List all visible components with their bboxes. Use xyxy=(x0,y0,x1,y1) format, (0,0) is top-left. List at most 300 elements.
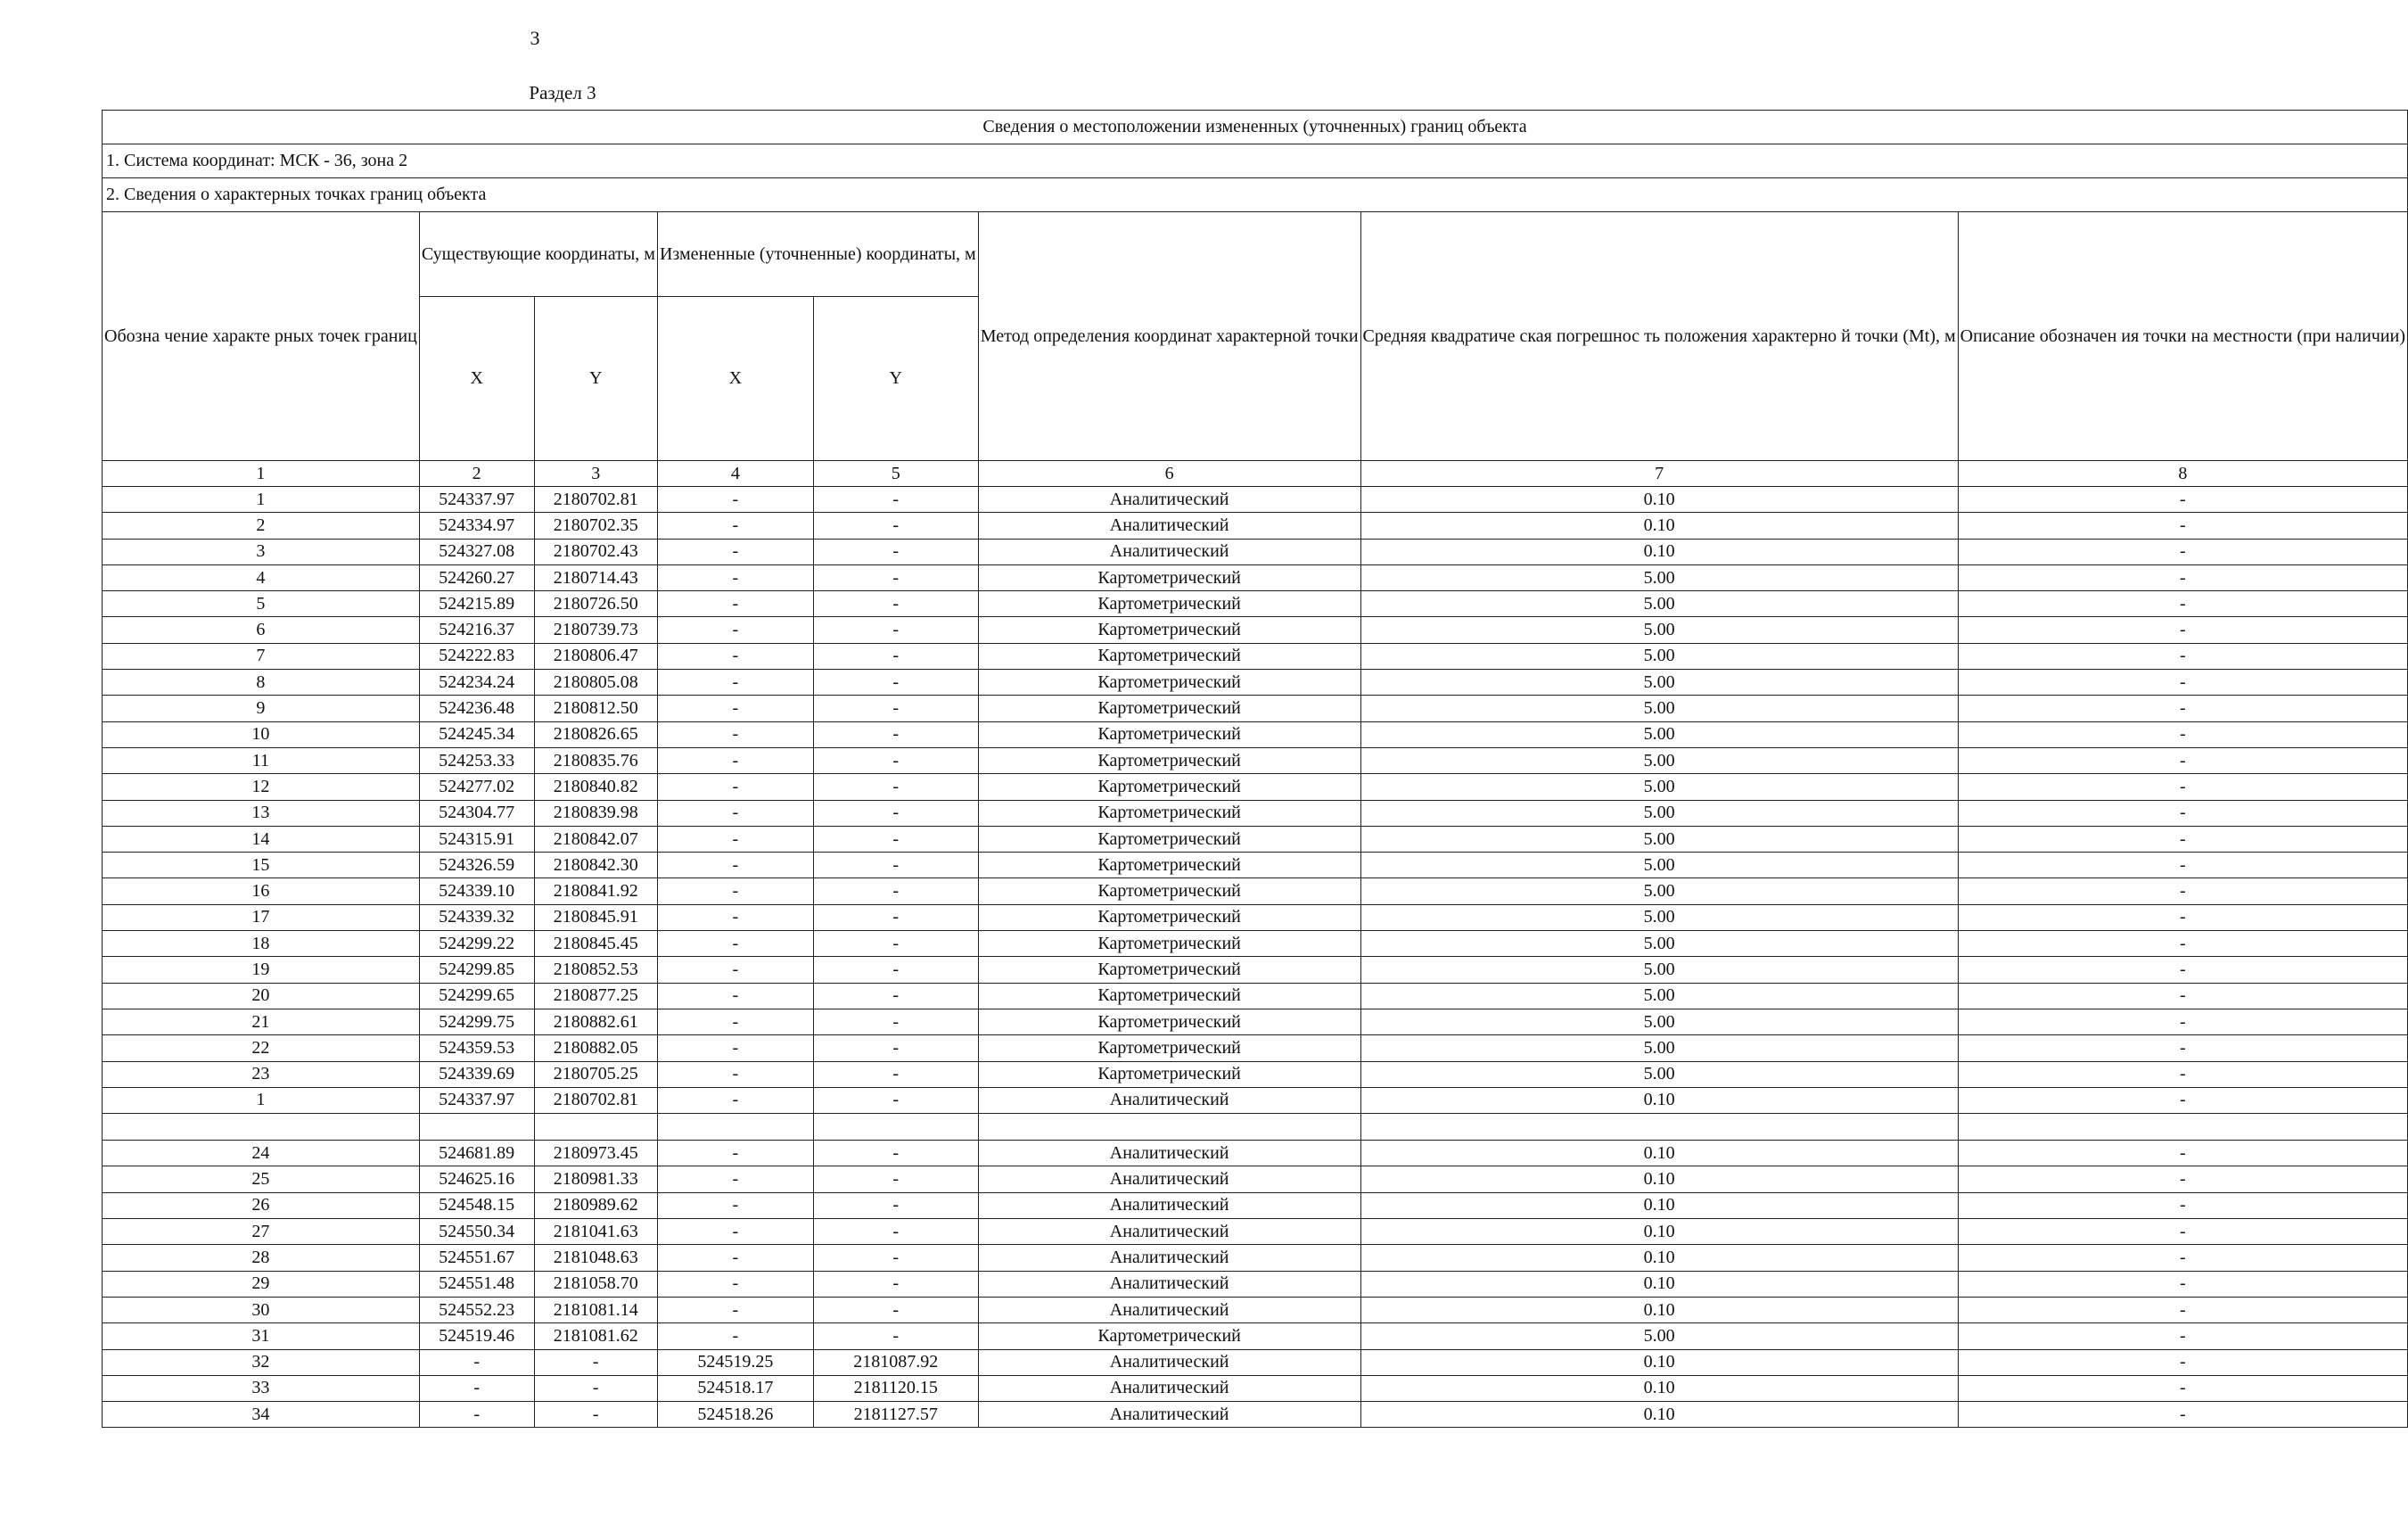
table-row xyxy=(103,1035,2408,1061)
cell-method: Картометрический xyxy=(978,1061,1360,1087)
cell-existing-y: 2180806.47 xyxy=(534,643,657,669)
cell-method: Аналитический xyxy=(978,487,1360,513)
cell-existing-y: 2180726.50 xyxy=(534,591,657,617)
cell-changed-y: - xyxy=(813,1245,978,1271)
cell-description: - xyxy=(1958,1375,2407,1401)
cell-existing-x: 524339.32 xyxy=(419,904,534,930)
cell-point-id: 21 xyxy=(103,1009,420,1034)
cell-mean-error: 0.10 xyxy=(1360,513,1958,539)
cell-existing-y: 2180835.76 xyxy=(534,747,657,773)
cell-mean-error: 5.00 xyxy=(1360,617,1958,643)
cell-changed-x: - xyxy=(657,696,813,721)
cell-existing-x: 524337.97 xyxy=(419,1087,534,1113)
cell-point-id: 2 xyxy=(103,513,420,539)
table-row xyxy=(103,513,2408,539)
cell-changed-x: - xyxy=(657,1245,813,1271)
cell-existing-y xyxy=(534,1114,657,1141)
cell-point-id: 1 xyxy=(103,1087,420,1113)
cell-changed-x: - xyxy=(657,957,813,983)
cell-existing-y: 2180840.82 xyxy=(534,774,657,800)
cell-changed-x: - xyxy=(657,983,813,1009)
cell-method: Картометрический xyxy=(978,747,1360,773)
cell-method: Аналитический xyxy=(978,1297,1360,1322)
cell-mean-error: 0.10 xyxy=(1360,487,1958,513)
cell-description: - xyxy=(1958,1166,2407,1192)
table-row xyxy=(103,1061,2408,1087)
cell-changed-y: - xyxy=(813,1166,978,1192)
table-row xyxy=(103,904,2408,930)
cell-description: - xyxy=(1958,1402,2407,1428)
cell-point-id: 33 xyxy=(103,1375,420,1401)
cell-existing-x: - xyxy=(419,1402,534,1428)
table-row xyxy=(103,539,2408,564)
cell-existing-x: 524304.77 xyxy=(419,800,534,826)
cell-existing-y: 2180739.73 xyxy=(534,617,657,643)
cell-method: Картометрический xyxy=(978,931,1360,957)
cell-description: - xyxy=(1958,1219,2407,1245)
cell-point-id: 25 xyxy=(103,1166,420,1192)
cell-changed-y: - xyxy=(813,1061,978,1087)
cell-description: - xyxy=(1958,878,2407,904)
cell-existing-x: 524245.34 xyxy=(419,721,534,747)
cell-mean-error: 0.10 xyxy=(1360,1402,1958,1428)
cell-existing-x: 524551.67 xyxy=(419,1245,534,1271)
cell-point-id: 17 xyxy=(103,904,420,930)
cell-changed-y: - xyxy=(813,904,978,930)
cell-changed-y: - xyxy=(813,931,978,957)
cell-existing-y: 2180845.45 xyxy=(534,931,657,957)
cell-point-id: 30 xyxy=(103,1297,420,1322)
cell-existing-x: 524222.83 xyxy=(419,643,534,669)
cell-changed-y: - xyxy=(813,670,978,696)
cell-changed-y: - xyxy=(813,643,978,669)
cell-description: - xyxy=(1958,983,2407,1009)
cell-existing-y: - xyxy=(534,1402,657,1428)
table-row xyxy=(103,1375,2408,1401)
cell-mean-error: 5.00 xyxy=(1360,957,1958,983)
cell-point-id: 16 xyxy=(103,878,420,904)
cell-changed-y: - xyxy=(813,1035,978,1061)
table-row xyxy=(103,721,2408,747)
cell-point-id xyxy=(103,1114,420,1141)
cell-mean-error: 5.00 xyxy=(1360,696,1958,721)
cell-method: Картометрический xyxy=(978,643,1360,669)
header-error: Средняя квадратиче ская погрешнос ть положения характерно й точки (Mt), м xyxy=(1360,212,1958,461)
cell-existing-x: 524253.33 xyxy=(419,747,534,773)
cell-changed-y: - xyxy=(813,591,978,617)
table-row xyxy=(103,1192,2408,1218)
header-existing-y: Y xyxy=(534,297,657,461)
cell-changed-y: - xyxy=(813,1141,978,1166)
cell-existing-x: 524277.02 xyxy=(419,774,534,800)
cell-method: Аналитический xyxy=(978,1375,1360,1401)
cell-changed-x: - xyxy=(657,539,813,564)
cell-point-id: 31 xyxy=(103,1323,420,1349)
cell-existing-x: - xyxy=(419,1375,534,1401)
cell-mean-error xyxy=(1360,1114,1958,1141)
cell-method: Картометрический xyxy=(978,670,1360,696)
cell-description: - xyxy=(1958,591,2407,617)
cell-changed-x: - xyxy=(657,670,813,696)
column-number: 1 xyxy=(103,461,420,487)
cell-mean-error: 0.10 xyxy=(1360,1087,1958,1113)
cell-changed-x: - xyxy=(657,1192,813,1218)
cell-changed-y: - xyxy=(813,487,978,513)
cell-existing-x: 524550.34 xyxy=(419,1219,534,1245)
table-row xyxy=(103,1087,2408,1113)
cell-description: - xyxy=(1958,1245,2407,1271)
cell-existing-x: 524216.37 xyxy=(419,617,534,643)
table-row xyxy=(103,591,2408,617)
cell-method: Картометрический xyxy=(978,853,1360,878)
cell-existing-y: 2180705.25 xyxy=(534,1061,657,1087)
header-existing-x: X xyxy=(419,297,534,461)
cell-existing-y: 2180714.43 xyxy=(534,564,657,590)
cell-point-id: 10 xyxy=(103,721,420,747)
cell-point-id: 8 xyxy=(103,670,420,696)
cell-changed-x: - xyxy=(657,1219,813,1245)
cell-existing-y: 2180812.50 xyxy=(534,696,657,721)
cell-mean-error: 0.10 xyxy=(1360,539,1958,564)
cell-method: Аналитический xyxy=(978,1245,1360,1271)
cell-changed-x: - xyxy=(657,747,813,773)
cell-method xyxy=(978,1114,1360,1141)
table-row xyxy=(103,853,2408,878)
cell-existing-x: 524625.16 xyxy=(419,1166,534,1192)
cell-point-id: 11 xyxy=(103,747,420,773)
table-title: Сведения о местоположении измененных (уточненных) границ объекта xyxy=(103,111,2408,144)
cell-changed-y: - xyxy=(813,983,978,1009)
table-row xyxy=(103,1009,2408,1034)
cell-point-id: 18 xyxy=(103,931,420,957)
cell-existing-y: 2180842.30 xyxy=(534,853,657,878)
cell-changed-y: - xyxy=(813,1087,978,1113)
cell-existing-y: 2180842.07 xyxy=(534,826,657,852)
cell-description: - xyxy=(1958,1349,2407,1375)
cell-mean-error: 5.00 xyxy=(1360,878,1958,904)
cell-changed-y: - xyxy=(813,853,978,878)
cell-existing-x: 524519.46 xyxy=(419,1323,534,1349)
cell-mean-error: 5.00 xyxy=(1360,1061,1958,1087)
cell-point-id: 26 xyxy=(103,1192,420,1218)
cell-mean-error: 5.00 xyxy=(1360,747,1958,773)
cell-method: Аналитический xyxy=(978,1349,1360,1375)
table-row xyxy=(103,1141,2408,1166)
cell-description: - xyxy=(1958,617,2407,643)
cell-existing-x: 524339.10 xyxy=(419,878,534,904)
cell-description: - xyxy=(1958,747,2407,773)
cell-changed-y: - xyxy=(813,1297,978,1322)
cell-existing-x: 524327.08 xyxy=(419,539,534,564)
header-changed-x: X xyxy=(657,297,813,461)
cell-existing-x: - xyxy=(419,1349,534,1375)
cell-description: - xyxy=(1958,721,2407,747)
cell-point-id: 24 xyxy=(103,1141,420,1166)
cell-changed-x: - xyxy=(657,800,813,826)
table-row xyxy=(103,1402,2408,1428)
cell-existing-x: 524234.24 xyxy=(419,670,534,696)
header-description: Описание обозначен ия точки на местности (при наличии) xyxy=(1958,212,2407,461)
cell-changed-x: - xyxy=(657,721,813,747)
cell-method: Аналитический xyxy=(978,513,1360,539)
column-number: 6 xyxy=(978,461,1360,487)
cell-existing-y: 2180989.62 xyxy=(534,1192,657,1218)
cell-mean-error: 5.00 xyxy=(1360,1009,1958,1034)
cell-changed-x: 524518.26 xyxy=(657,1402,813,1428)
cell-changed-x: - xyxy=(657,1035,813,1061)
cell-changed-x: - xyxy=(657,643,813,669)
cell-changed-y: - xyxy=(813,878,978,904)
cell-method: Аналитический xyxy=(978,1087,1360,1113)
cell-point-id: 34 xyxy=(103,1402,420,1428)
column-number: 3 xyxy=(534,461,657,487)
cell-existing-y: 2181058.70 xyxy=(534,1271,657,1297)
cell-changed-x: - xyxy=(657,1323,813,1349)
cell-method: Аналитический xyxy=(978,1141,1360,1166)
header-designation: Обозна чение характе рных точек границ xyxy=(103,212,420,461)
cell-point-id: 20 xyxy=(103,983,420,1009)
column-number-row xyxy=(103,461,2408,487)
table-row xyxy=(103,1323,2408,1349)
cell-existing-y: - xyxy=(534,1349,657,1375)
cell-mean-error: 5.00 xyxy=(1360,1323,1958,1349)
cell-existing-x: 524299.85 xyxy=(419,957,534,983)
cell-description: - xyxy=(1958,1323,2407,1349)
cell-description: - xyxy=(1958,853,2407,878)
column-number: 7 xyxy=(1360,461,1958,487)
cell-description: - xyxy=(1958,696,2407,721)
cell-method: Картометрический xyxy=(978,617,1360,643)
cell-point-id: 12 xyxy=(103,774,420,800)
cell-changed-y: - xyxy=(813,800,978,826)
cell-changed-y: - xyxy=(813,826,978,852)
page-number: 3 xyxy=(530,27,540,49)
cell-mean-error: 5.00 xyxy=(1360,800,1958,826)
cell-existing-y: 2180702.35 xyxy=(534,513,657,539)
table-row xyxy=(103,1219,2408,1245)
cell-changed-x xyxy=(657,1114,813,1141)
cell-description: - xyxy=(1958,1061,2407,1087)
cell-changed-y: - xyxy=(813,957,978,983)
table-row xyxy=(103,774,2408,800)
cell-description: - xyxy=(1958,513,2407,539)
header-existing-coords: Существующие координаты, м xyxy=(419,212,657,297)
cell-changed-y xyxy=(813,1114,978,1141)
cell-point-id: 19 xyxy=(103,957,420,983)
cell-changed-x: - xyxy=(657,513,813,539)
cell-mean-error: 0.10 xyxy=(1360,1219,1958,1245)
cell-mean-error: 5.00 xyxy=(1360,931,1958,957)
cell-existing-x: 524260.27 xyxy=(419,564,534,590)
table-row xyxy=(103,643,2408,669)
header-method: Метод определения координат характерной точки xyxy=(978,212,1360,461)
cell-existing-x: 524339.69 xyxy=(419,1061,534,1087)
cell-existing-y: 2180981.33 xyxy=(534,1166,657,1192)
header-changed-y: Y xyxy=(813,297,978,461)
column-number: 8 xyxy=(1958,461,2407,487)
cell-existing-y: 2180882.61 xyxy=(534,1009,657,1034)
cell-point-id: 4 xyxy=(103,564,420,590)
cell-description: - xyxy=(1958,1035,2407,1061)
cell-changed-y: - xyxy=(813,513,978,539)
cell-existing-y: 2181081.62 xyxy=(534,1323,657,1349)
cell-existing-x: 524236.48 xyxy=(419,696,534,721)
table-row xyxy=(103,800,2408,826)
cell-method: Аналитический xyxy=(978,1271,1360,1297)
table-row xyxy=(103,983,2408,1009)
cell-changed-x: - xyxy=(657,1297,813,1322)
cell-existing-y: 2180973.45 xyxy=(534,1141,657,1166)
cell-point-id: 7 xyxy=(103,643,420,669)
cell-changed-x: - xyxy=(657,591,813,617)
cell-changed-x: - xyxy=(657,564,813,590)
cell-mean-error: 5.00 xyxy=(1360,853,1958,878)
cell-description: - xyxy=(1958,904,2407,930)
cell-method: Картометрический xyxy=(978,983,1360,1009)
cell-point-id: 29 xyxy=(103,1271,420,1297)
table-row xyxy=(103,747,2408,773)
cell-mean-error: 5.00 xyxy=(1360,564,1958,590)
cell-existing-y: 2180845.91 xyxy=(534,904,657,930)
cell-existing-y: 2180702.43 xyxy=(534,539,657,564)
cell-changed-x: - xyxy=(657,774,813,800)
cell-method: Аналитический xyxy=(978,1166,1360,1192)
cell-existing-y: 2180702.81 xyxy=(534,487,657,513)
cell-method: Картометрический xyxy=(978,696,1360,721)
cell-changed-x: 524519.25 xyxy=(657,1349,813,1375)
cell-mean-error: 5.00 xyxy=(1360,774,1958,800)
cell-point-id: 5 xyxy=(103,591,420,617)
cell-existing-x: 524215.89 xyxy=(419,591,534,617)
cell-mean-error: 5.00 xyxy=(1360,670,1958,696)
table-row xyxy=(103,617,2408,643)
cell-changed-y: - xyxy=(813,1219,978,1245)
cell-existing-y: 2180852.53 xyxy=(534,957,657,983)
cell-method: Картометрический xyxy=(978,1035,1360,1061)
cell-mean-error: 0.10 xyxy=(1360,1192,1958,1218)
cell-changed-x: - xyxy=(657,1087,813,1113)
cell-existing-x: 524551.48 xyxy=(419,1271,534,1297)
cell-changed-y: - xyxy=(813,774,978,800)
cell-method: Аналитический xyxy=(978,539,1360,564)
cell-description: - xyxy=(1958,800,2407,826)
cell-existing-x: 524337.97 xyxy=(419,487,534,513)
cell-method: Картометрический xyxy=(978,721,1360,747)
cell-mean-error: 5.00 xyxy=(1360,826,1958,852)
cell-changed-x: - xyxy=(657,826,813,852)
cell-existing-x: 524299.22 xyxy=(419,931,534,957)
cell-changed-y: - xyxy=(813,1192,978,1218)
cell-point-id: 3 xyxy=(103,539,420,564)
cell-method: Картометрический xyxy=(978,878,1360,904)
cell-changed-y: - xyxy=(813,721,978,747)
cell-point-id: 6 xyxy=(103,617,420,643)
cell-existing-y: 2181041.63 xyxy=(534,1219,657,1245)
cell-description: - xyxy=(1958,487,2407,513)
cell-mean-error: 5.00 xyxy=(1360,904,1958,930)
cell-point-id: 28 xyxy=(103,1245,420,1271)
cell-existing-y: 2180702.81 xyxy=(534,1087,657,1113)
cell-existing-x: 524326.59 xyxy=(419,853,534,878)
cell-existing-x: 524548.15 xyxy=(419,1192,534,1218)
table-row xyxy=(103,1297,2408,1322)
cell-changed-y: 2181087.92 xyxy=(813,1349,978,1375)
cell-existing-x: 524681.89 xyxy=(419,1141,534,1166)
cell-existing-y: 2180839.98 xyxy=(534,800,657,826)
cell-changed-x: - xyxy=(657,1271,813,1297)
cell-changed-y: - xyxy=(813,539,978,564)
cell-point-id: 1 xyxy=(103,487,420,513)
cell-method: Аналитический xyxy=(978,1192,1360,1218)
cell-point-id: 32 xyxy=(103,1349,420,1375)
cell-existing-y: 2180877.25 xyxy=(534,983,657,1009)
cell-changed-y: 2181120.15 xyxy=(813,1375,978,1401)
cell-method: Картометрический xyxy=(978,826,1360,852)
cell-method: Картометрический xyxy=(978,800,1360,826)
cell-method: Картометрический xyxy=(978,957,1360,983)
table-row xyxy=(103,1114,2408,1141)
table-row xyxy=(103,1166,2408,1192)
cell-point-id: 15 xyxy=(103,853,420,878)
cell-existing-y: 2180805.08 xyxy=(534,670,657,696)
cell-changed-y: - xyxy=(813,564,978,590)
table-row xyxy=(103,487,2408,513)
cell-mean-error: 5.00 xyxy=(1360,591,1958,617)
cell-mean-error: 0.10 xyxy=(1360,1349,1958,1375)
cell-mean-error: 0.10 xyxy=(1360,1166,1958,1192)
cell-existing-y: 2181048.63 xyxy=(534,1245,657,1271)
cell-description: - xyxy=(1958,1141,2407,1166)
cell-method: Картометрический xyxy=(978,591,1360,617)
cell-existing-x xyxy=(419,1114,534,1141)
cell-changed-x: - xyxy=(657,878,813,904)
cell-method: Картометрический xyxy=(978,564,1360,590)
cell-changed-y: - xyxy=(813,1323,978,1349)
table-row xyxy=(103,1245,2408,1271)
table-row xyxy=(103,1271,2408,1297)
cell-description: - xyxy=(1958,774,2407,800)
cell-description xyxy=(1958,1114,2407,1141)
cell-existing-y: 2180882.05 xyxy=(534,1035,657,1061)
header-changed-coords: Измененные (уточненные) координаты, м xyxy=(657,212,978,297)
points-heading: 2. Сведения о характерных точках границ объекта xyxy=(103,178,2408,212)
cell-method: Картометрический xyxy=(978,1323,1360,1349)
cell-changed-y: - xyxy=(813,1271,978,1297)
cell-method: Картометрический xyxy=(978,1009,1360,1034)
cell-method: Картометрический xyxy=(978,904,1360,930)
cell-description: - xyxy=(1958,539,2407,564)
cell-changed-x: - xyxy=(657,931,813,957)
cell-point-id: 9 xyxy=(103,696,420,721)
cell-description: - xyxy=(1958,670,2407,696)
cell-point-id: 27 xyxy=(103,1219,420,1245)
boundary-points-table xyxy=(102,110,2408,1428)
table-row xyxy=(103,564,2408,590)
cell-changed-x: - xyxy=(657,487,813,513)
cell-description: - xyxy=(1958,931,2407,957)
cell-mean-error: 5.00 xyxy=(1360,643,1958,669)
table-row xyxy=(103,696,2408,721)
cell-description: - xyxy=(1958,1009,2407,1034)
cell-existing-x: 524334.97 xyxy=(419,513,534,539)
cell-method: Аналитический xyxy=(978,1219,1360,1245)
cell-existing-x: 524552.23 xyxy=(419,1297,534,1322)
column-number: 4 xyxy=(657,461,813,487)
cell-existing-y: 2180841.92 xyxy=(534,878,657,904)
cell-description: - xyxy=(1958,1297,2407,1322)
cell-changed-y: - xyxy=(813,1009,978,1034)
cell-description: - xyxy=(1958,826,2407,852)
